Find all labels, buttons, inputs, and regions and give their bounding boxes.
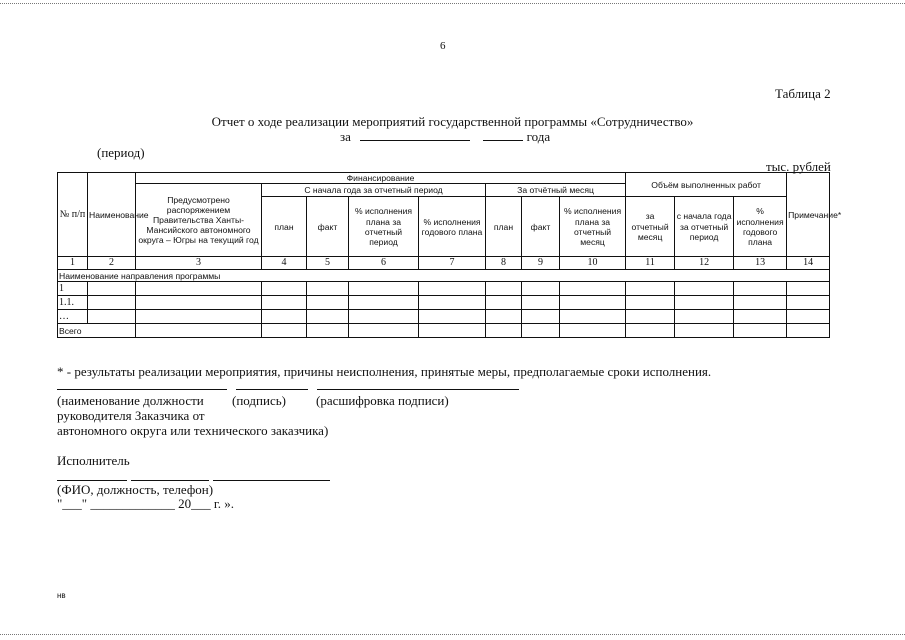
table-cell[interactable] [787, 282, 830, 296]
col-number: 14 [787, 257, 830, 270]
report-title: Отчет о ходе реализации мероприятий государственной программы «Сотрудничество» [211, 114, 694, 129]
table-label: Таблица 2 [775, 86, 831, 101]
total-row [58, 324, 830, 338]
table-cell[interactable] [349, 282, 419, 296]
table-cell[interactable] [486, 296, 522, 310]
month-plan-header: план [486, 197, 522, 257]
table-cell[interactable] [349, 310, 419, 324]
pct-plan-period-header: % исполнения плана за отчетный период [349, 197, 419, 257]
table-cell[interactable] [136, 282, 262, 296]
table-cell[interactable] [560, 296, 626, 310]
row-number: 1 [58, 282, 88, 296]
signature-caption: (подпись) [232, 393, 286, 408]
fact-header: факт [307, 197, 349, 257]
table-cell[interactable] [262, 310, 307, 324]
table-cell[interactable] [626, 296, 675, 310]
year-blank [483, 129, 523, 141]
pct-plan-month-header: % исполнения плана за отчетный месяц [560, 197, 626, 257]
footnote: * - результаты реализации мероприятия, причины неисполнения, принятые меры, предполагаемые сроки исполнения. [57, 364, 712, 379]
table-cell[interactable] [136, 296, 262, 310]
table-row [58, 282, 830, 296]
table-cell[interactable] [419, 296, 486, 310]
period-prefix: за [340, 129, 351, 144]
table-cell[interactable] [307, 310, 349, 324]
col-name-header: Наименование [88, 173, 136, 257]
report-table [57, 172, 842, 338]
table-row [58, 310, 830, 324]
position-caption-line2: руководителя Заказчика от [57, 408, 205, 423]
table-cell[interactable] [262, 324, 307, 338]
table-cell[interactable] [675, 310, 734, 324]
table-cell[interactable] [626, 282, 675, 296]
section-title: Наименование направления программы [58, 270, 830, 282]
executor-line-3 [213, 480, 330, 481]
table-cell[interactable] [349, 296, 419, 310]
period-suffix: года [526, 129, 551, 144]
executor-caption: (ФИО, должность, телефон) [57, 482, 214, 497]
table-cell[interactable] [307, 296, 349, 310]
table-cell[interactable] [675, 282, 734, 296]
table-cell[interactable] [419, 324, 486, 338]
table-cell[interactable] [734, 310, 787, 324]
page-number: 6 [440, 40, 446, 52]
table-cell[interactable] [560, 310, 626, 324]
units-label: тыс. рублей [766, 159, 831, 174]
executor-label: Исполнитель [57, 453, 130, 468]
for-month-header: За отчётный месяц [486, 184, 626, 197]
position-caption-line3: автономного округа или технического заказчика) [57, 423, 329, 438]
col-number: 3 [136, 257, 262, 270]
table-cell[interactable] [560, 282, 626, 296]
table-cell[interactable] [626, 310, 675, 324]
decode-caption: (расшифровка подписи) [316, 393, 449, 408]
works-volume-header: Объём выполненных работ [626, 173, 787, 197]
col-number: 12 [675, 257, 734, 270]
top-border-line [0, 3, 905, 4]
planned-header: Предусмотрено распоряжением Правительства Ханты-Мансийского автономного округа – Югры на текущий год [136, 184, 262, 257]
col-number: 4 [262, 257, 307, 270]
decode-line [317, 389, 519, 390]
col-number: 10 [560, 257, 626, 270]
period-line [340, 129, 550, 145]
col-num-header: № п/п [58, 173, 88, 257]
table-cell[interactable] [734, 296, 787, 310]
col-number: 1 [58, 257, 88, 270]
table-cell[interactable] [88, 310, 136, 324]
header-row-1 [58, 173, 830, 184]
table-cell[interactable] [262, 282, 307, 296]
col-number: 13 [734, 257, 787, 270]
table-cell[interactable] [88, 282, 136, 296]
row-number: … [58, 310, 88, 324]
total-label: Всего [58, 324, 136, 338]
table-cell[interactable] [787, 310, 830, 324]
table-cell[interactable] [626, 324, 675, 338]
table-cell[interactable] [486, 282, 522, 296]
section-row [58, 270, 830, 282]
table-cell[interactable] [675, 296, 734, 310]
table-cell[interactable] [560, 324, 626, 338]
col-number: 2 [88, 257, 136, 270]
table-cell[interactable] [486, 310, 522, 324]
executor-line-2 [131, 480, 209, 481]
col-number: 11 [626, 257, 675, 270]
works-pct-annual-header: % исполнения годового плана [734, 197, 787, 257]
table-cell[interactable] [307, 282, 349, 296]
table-cell[interactable] [349, 324, 419, 338]
table-cell[interactable] [262, 296, 307, 310]
table-row [58, 296, 830, 310]
table-cell[interactable] [734, 324, 787, 338]
financing-header: Финансирование [136, 173, 626, 184]
col-number: 6 [349, 257, 419, 270]
table-cell[interactable] [734, 282, 787, 296]
table-cell[interactable] [136, 310, 262, 324]
table-cell[interactable] [522, 310, 560, 324]
col-number: 8 [486, 257, 522, 270]
position-line [57, 389, 227, 390]
table-cell[interactable] [419, 310, 486, 324]
table-cell[interactable] [522, 324, 560, 338]
table-cell[interactable] [522, 296, 560, 310]
col-number: 9 [522, 257, 560, 270]
bottom-border-line [0, 634, 905, 635]
month-fact-header: факт [522, 197, 560, 257]
table-cell[interactable] [88, 296, 136, 310]
table-cell[interactable] [419, 282, 486, 296]
row-number: 1.1. [58, 296, 88, 310]
col-number: 5 [307, 257, 349, 270]
works-month-header: за отчетный месяц [626, 197, 675, 257]
date-line: "___" _____________ 20___ г. ». [57, 496, 234, 511]
table-cell[interactable] [675, 324, 734, 338]
table-cell[interactable] [787, 324, 830, 338]
position-caption: (наименование должности [57, 393, 204, 408]
works-since-start-header: с начала года за отчетный период [675, 197, 734, 257]
plan-header: план [262, 197, 307, 257]
pct-annual-header: % исполнения годового плана [419, 197, 486, 257]
table-cell[interactable] [486, 324, 522, 338]
column-numbers-row [58, 257, 830, 270]
table-cell[interactable] [522, 282, 560, 296]
period-blank [360, 129, 470, 141]
col-number: 7 [419, 257, 486, 270]
signature-line [236, 389, 308, 390]
notes-header: Примечание* [787, 173, 830, 257]
period-caption: (период) [97, 145, 145, 160]
table-cell[interactable] [787, 296, 830, 310]
since-year-start-header: С начала года за отчетный период [262, 184, 486, 197]
table-cell[interactable] [307, 324, 349, 338]
corner-mark: нв [57, 591, 66, 600]
table-cell[interactable] [136, 324, 262, 338]
executor-line-1 [57, 480, 127, 481]
